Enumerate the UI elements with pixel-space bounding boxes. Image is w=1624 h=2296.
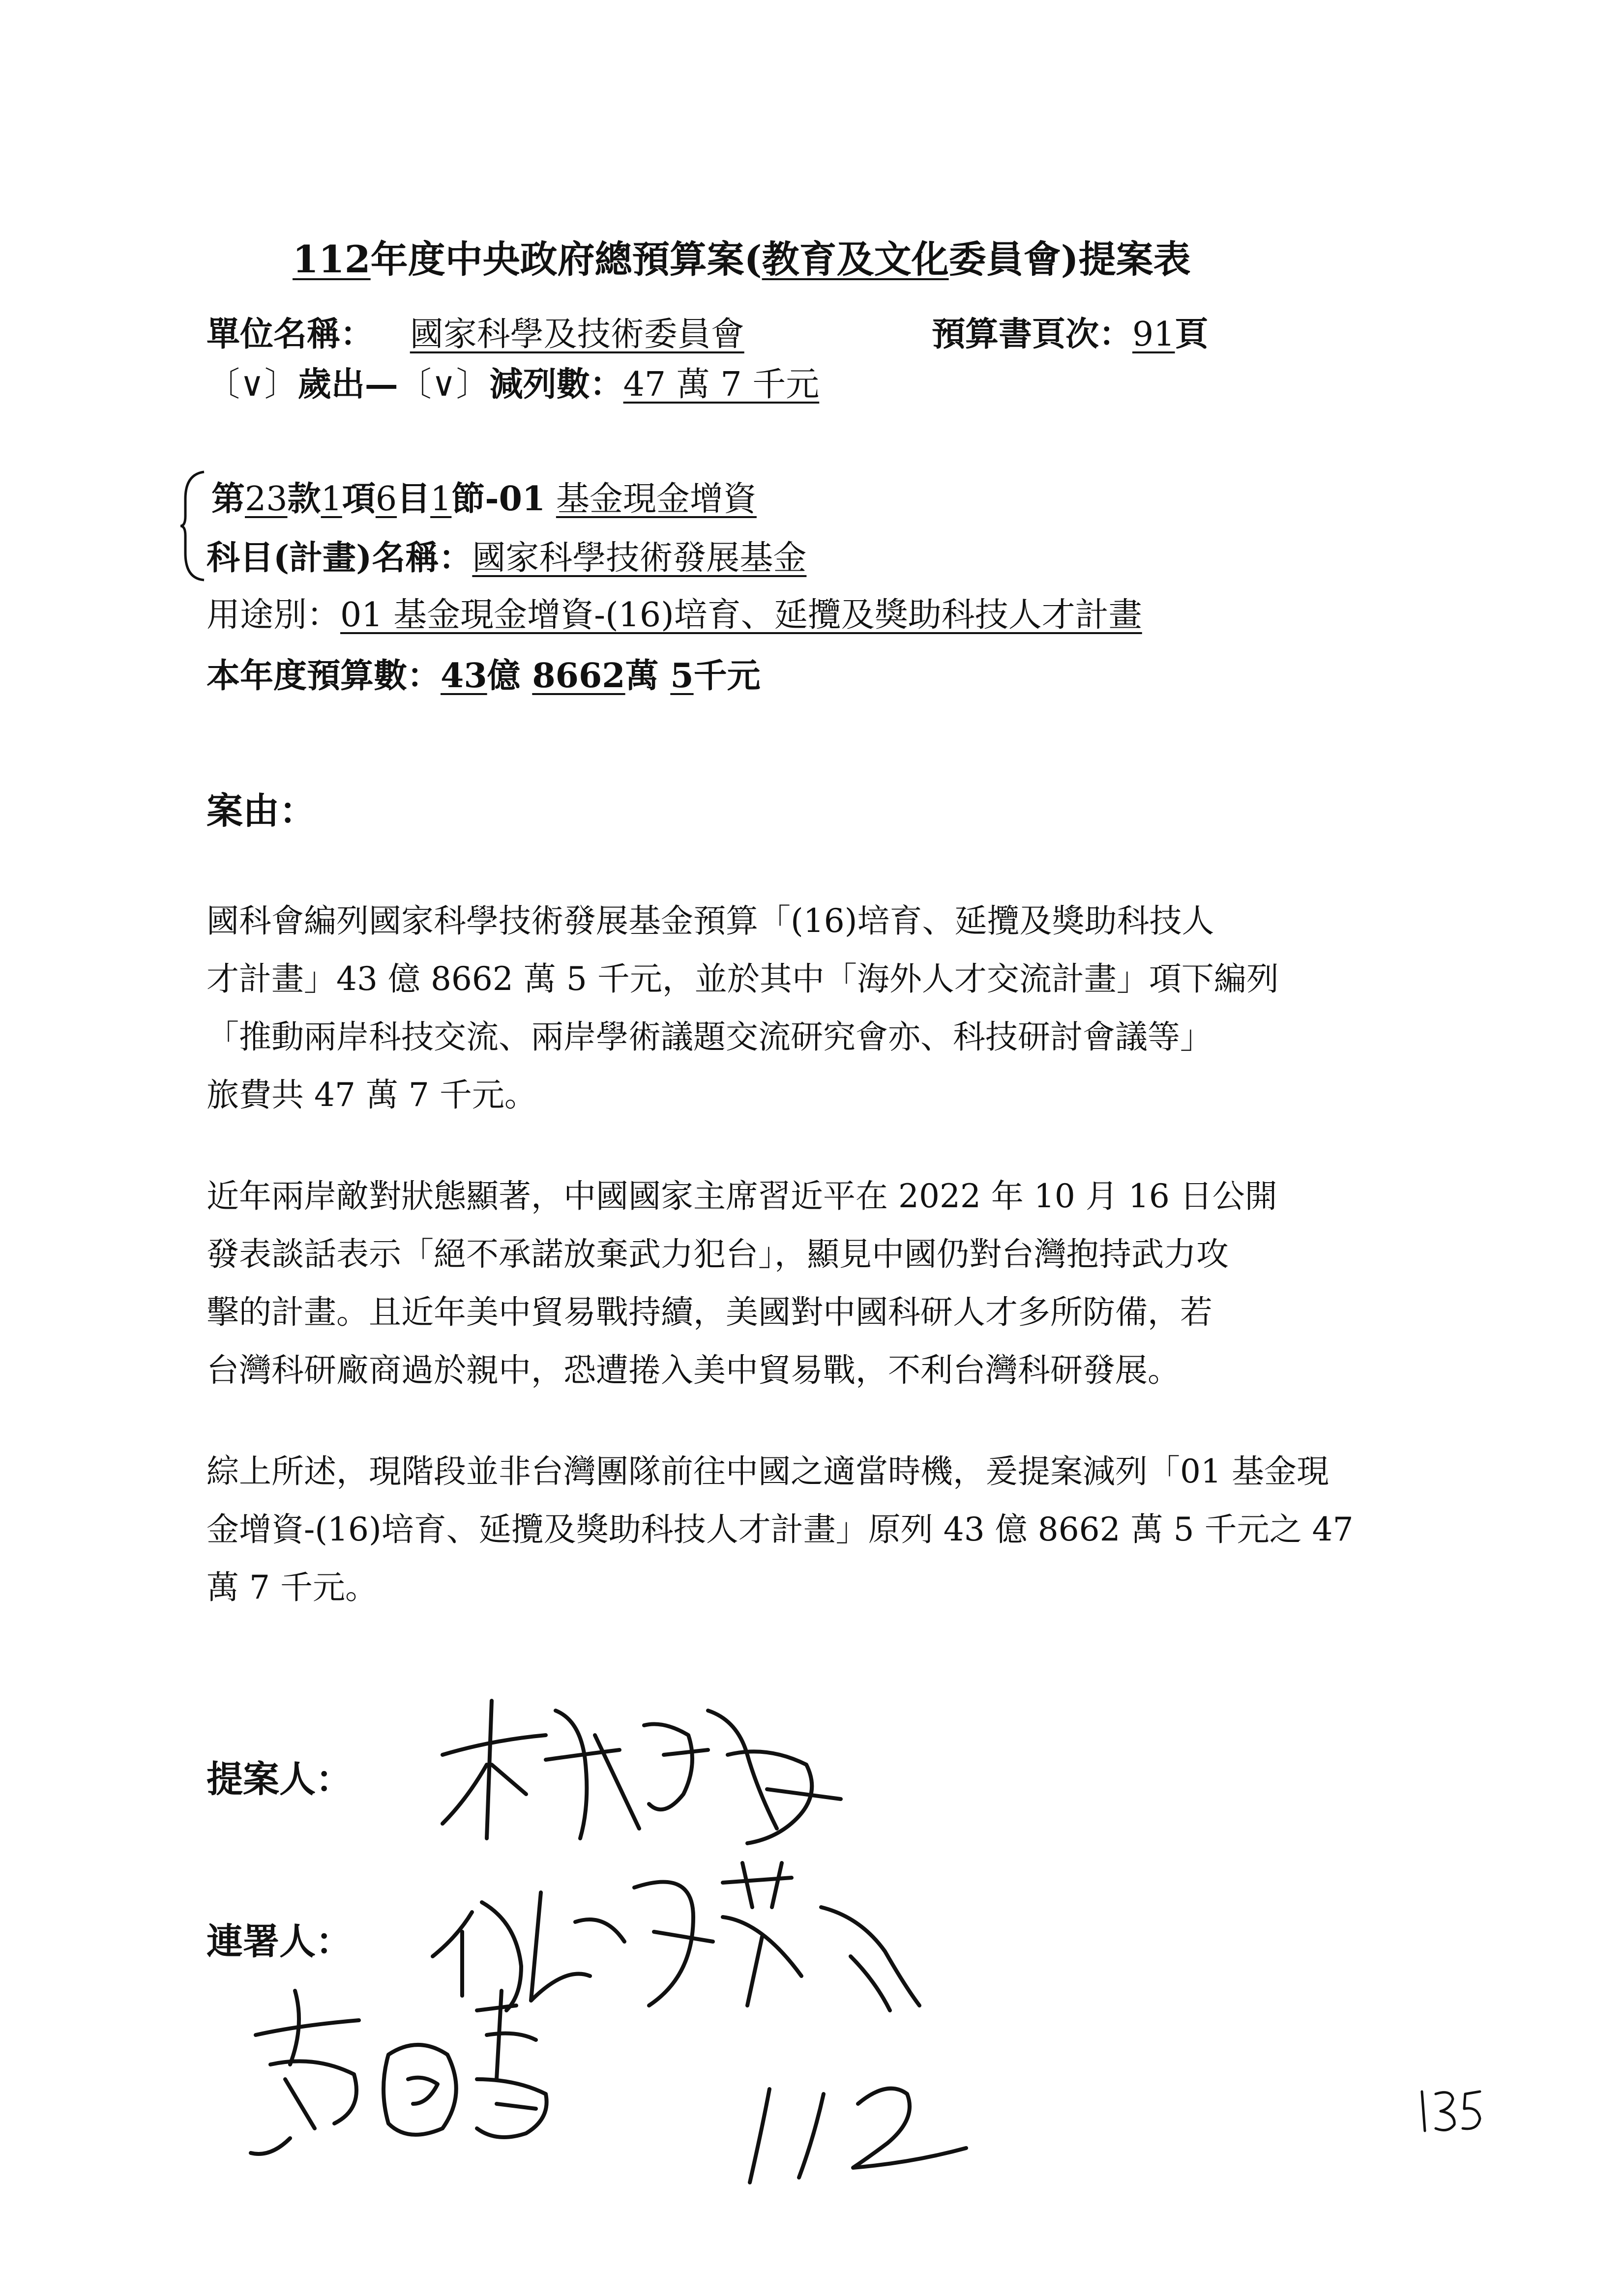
subject-name: 國家科學技術發展基金 bbox=[472, 539, 807, 578]
budget-yi: 43 bbox=[441, 656, 487, 696]
form-title bbox=[293, 237, 1191, 281]
page-label: 預算書頁次： bbox=[932, 315, 1133, 354]
section-mu: 6 bbox=[375, 480, 397, 519]
reduction-label: 減列數： bbox=[489, 365, 623, 404]
section-bracket bbox=[179, 469, 209, 582]
reduction-type: 歲出— bbox=[297, 365, 398, 404]
page-value: 91 bbox=[1132, 315, 1175, 354]
cosigner-2-signature bbox=[241, 1981, 634, 2168]
reason-paragraph-2: 近年兩岸敵對狀態顯著，中國國家主席習近平在 2022 年 10 月 16 日公開 發表談話表示「絕不承諾放棄武力犯台」，顯見中國仍對台灣抱持武力攻 擊的計畫。且近年美中貿易戰持續，美國對中國科研人才多所防備，若 台灣科研廠商過於親中，恐遭捲入美中貿易戰，不利台灣科研發展。 bbox=[207, 1177, 1277, 1389]
title-committee: 教育及文化 bbox=[762, 237, 949, 281]
title-year: 112 bbox=[293, 237, 371, 281]
checkbox-reduction: 〔∨〕 bbox=[398, 365, 490, 404]
section-jie: 1 bbox=[430, 480, 452, 519]
budget-yi-label: 億 bbox=[487, 656, 521, 696]
unit-name: 國家科學及技術委員會 bbox=[410, 315, 744, 354]
budget-row bbox=[207, 656, 761, 696]
subject-label: 科目(計畫)名稱： bbox=[207, 538, 472, 578]
budget-wan-label: 萬 bbox=[625, 656, 659, 696]
cosigner-label: 連署人： bbox=[207, 1920, 352, 1963]
section-kuan: 23 bbox=[245, 480, 288, 519]
section-mu-label: 目 bbox=[397, 479, 431, 519]
section-jie-name: 基金現金增資 bbox=[556, 480, 757, 519]
page-number bbox=[1416, 2084, 1485, 2138]
handwritten-number bbox=[740, 2074, 1015, 2192]
budget-page-row bbox=[932, 315, 1209, 354]
title-part1: 年度中央政府總預算案( bbox=[370, 237, 762, 281]
budget-label: 本年度預算數： bbox=[207, 656, 441, 696]
reduction-amount: 47 萬 7 千元 bbox=[623, 365, 820, 404]
unit-row bbox=[207, 315, 789, 354]
section-xiang: 1 bbox=[321, 480, 342, 519]
usage-label: 用途別： bbox=[207, 596, 341, 635]
checkbox-expenditure: 〔∨〕 bbox=[207, 365, 298, 404]
usage-row bbox=[207, 596, 1142, 635]
section-row bbox=[211, 479, 757, 519]
section-kuan-label: 款 bbox=[287, 479, 321, 519]
section-xiang-label: 項 bbox=[342, 479, 376, 519]
section-jie-label: 節-01 bbox=[451, 479, 546, 519]
budget-qian: 5 bbox=[670, 656, 694, 696]
subject-row bbox=[207, 538, 806, 578]
unit-label: 單位名稱： bbox=[207, 315, 374, 354]
proposer-signature bbox=[433, 1681, 875, 1858]
reason-paragraph-3: 綜上所述，現階段並非台灣團隊前往中國之適當時機，爰提案減列「01 基金現 金增資-(16)培育、延攬及獎助科技人才計畫」原列 43 億 8662 萬 5 千元之 47 萬 7 千元。 bbox=[207, 1453, 1354, 1606]
usage-value: 01 基金現金增資-(16)培育、延攬及獎助科技人才計畫 bbox=[340, 596, 1142, 635]
proposer-label: 提案人： bbox=[207, 1758, 352, 1801]
reduction-row bbox=[207, 365, 819, 405]
page-suffix: 頁 bbox=[1175, 315, 1209, 354]
reason-heading: 案由： bbox=[207, 790, 316, 832]
budget-wan: 8662 bbox=[532, 656, 625, 696]
reason-paragraph-1: 國科會編列國家科學技術發展基金預算「(16)培育、延攬及獎助科技人 才計畫」43 億 8662 萬 5 千元，並於其中「海外人才交流計畫」項下編列 「推動兩岸科技交流、兩岸學術議題交流研究會亦、科技研討會議等」 旅費共 47 萬 7 千元。 bbox=[207, 902, 1279, 1114]
section-prefix: 第 bbox=[211, 479, 245, 519]
title-part2: 委員會)提案表 bbox=[948, 237, 1191, 281]
budget-qian-label: 千元 bbox=[693, 656, 761, 696]
